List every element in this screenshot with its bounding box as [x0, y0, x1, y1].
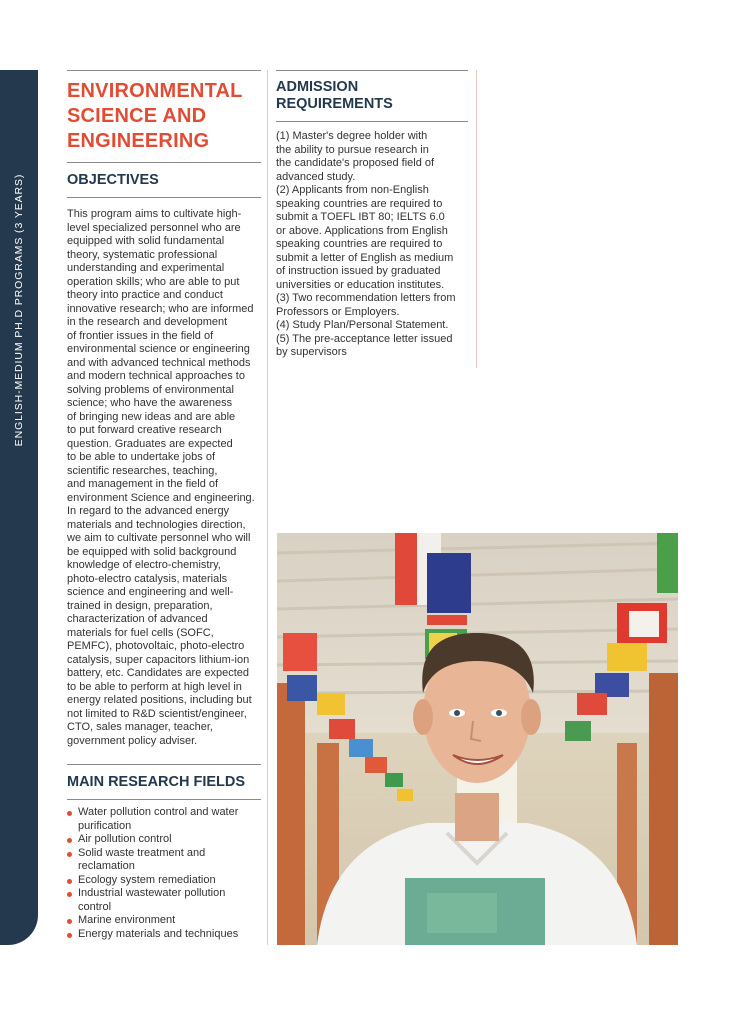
list-item: Energy materials and techniques [67, 928, 261, 942]
admission-text: (1) Master's degree holder with the ability to pursue research in the candidate's proposed field of advanced study. (2) Applicants from non-English speaking countries are required to submit a TOEFL IBT 80; IELTS 6.0 or above. Applications from English speaking countries are required to submit a letter of English as medium of instruction issued by graduated universities or education institutes. (3) Two recommendation letters from Professors or Employers. (4) Study Plan/Personal Statement. (5) The pre-acceptance letter issued by supervisors [276, 130, 456, 358]
top-rule [276, 70, 468, 71]
right-column [276, 70, 468, 360]
sidebar-band [0, 70, 38, 945]
top-rule [67, 70, 261, 71]
admission-heading: ADMISSION REQUIREMENTS [276, 79, 393, 112]
objectives-heading: OBJECTIVES [67, 172, 159, 188]
page-title: ENVIRONMENTAL SCIENCE AND ENGINEERING [67, 80, 243, 152]
column-divider-right [476, 70, 477, 368]
divider [67, 197, 261, 198]
list-item: Marine environment [67, 914, 261, 928]
objectives-text: This program aims to cultivate high- level specialized personnel who are equipped with solid fundamental theory, systematic professional understanding and experimental operation skills; who are able to put theory into practice and conduct innovative research; who are informed in the research and development of frontier issues in the field of environmental science or engineering and with advanced technical methods and modern technical approaches to solving problems of environmental science; who have the awareness of bringing new ideas and are able to put forward creative research question. Graduates are expected to be able to undertake jobs of scientific researches, teaching, and management in the field of environment Science and engineering. In regard to the advanced energy materials and technologies direction, we aim to cultivate personnel who will be equipped with solid background knowledge of electro-chemistry, photo-electro catalysis, materials science and engineering and well- trained in design, preparation, characterization of advanced materials for fuel cells (SOFC, PEMFC), photovoltaic, photo-electro catalysis, super capacitors lithium-ion battery, etc. Candidates are expected to be able to perform at high level in energy related positions, including but not limited to R&D scientist/engineer, CTO, sales manager, teacher, government policy adviser. [67, 208, 255, 747]
list-item: Ecology system remediation [67, 874, 261, 888]
left-column [67, 70, 261, 941]
research-heading: MAIN RESEARCH FIELDS [67, 774, 246, 790]
student-photo [277, 533, 678, 945]
divider [67, 764, 261, 765]
divider [276, 121, 468, 122]
list-item: Air pollution control [67, 833, 261, 847]
list-item: Industrial wastewater pollution control [67, 887, 261, 914]
list-item: Solid waste treatment and reclamation [67, 847, 261, 874]
divider [67, 799, 261, 800]
list-item: Water pollution control and water purification [67, 806, 261, 833]
divider [67, 162, 261, 163]
sidebar-label: ENGLISH-MEDIUM PH.D PROGRAMS (3 YEARS) [13, 173, 25, 447]
column-divider-left [267, 70, 268, 945]
research-fields-list [67, 806, 261, 941]
